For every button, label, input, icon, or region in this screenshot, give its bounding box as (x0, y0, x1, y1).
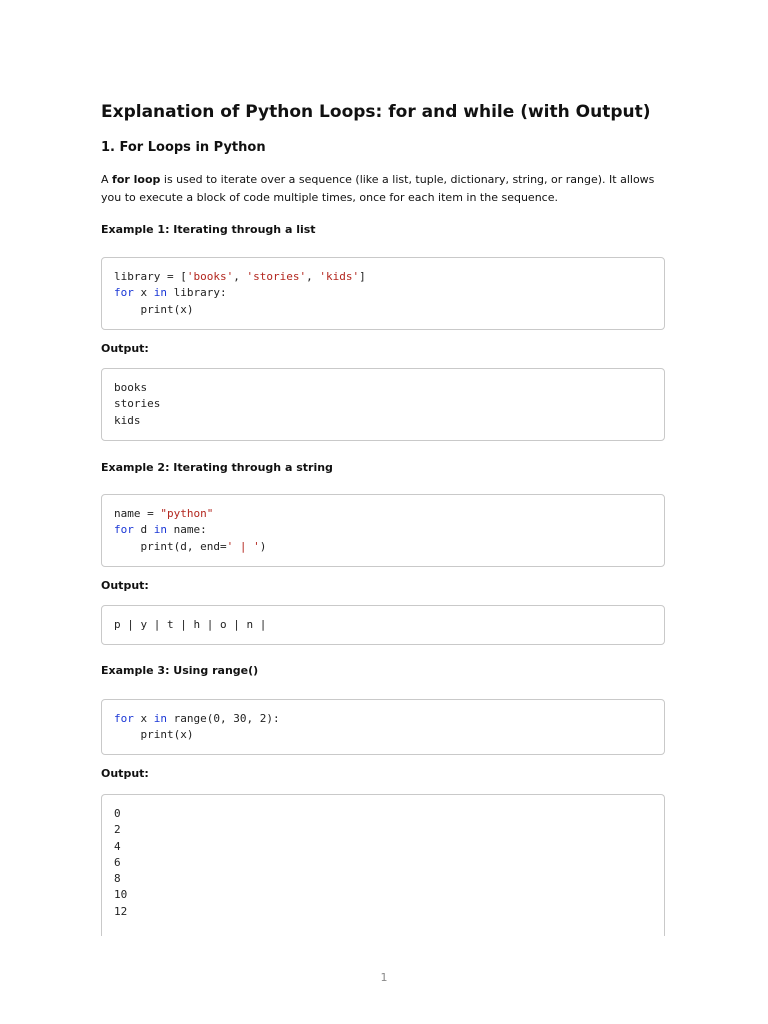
intro-rest: is used to iterate over a sequence (like a list, tuple, dictionary, string, or range). It allows you to execute a block of code multiple times, once for each item in the sequence. (101, 173, 655, 204)
code-line: for d in name: (114, 523, 207, 537)
code-line: print(x) (114, 728, 194, 742)
example-2-output-label: Output: (101, 579, 149, 592)
output-line: books (114, 381, 148, 394)
output-line: 10 (114, 888, 128, 902)
example-2-code-block (101, 494, 665, 567)
intro-bold-term: for loop (112, 173, 161, 186)
code-line: for x in library: (114, 286, 227, 300)
output-line: p | y | t | h | o | n | (114, 618, 267, 631)
code-line: library = ['books', 'stories', 'kids'] (114, 270, 366, 283)
intro-prefix: A (101, 173, 113, 186)
output-line: 8 (114, 872, 121, 886)
output-line: 4 (114, 839, 121, 853)
example-1-label: Example 1: Iterating through a list (101, 223, 316, 236)
example-2-label: Example 2: Iterating through a string (101, 461, 333, 474)
section-intro-paragraph (101, 171, 669, 207)
code-line: print(d, end=' | ') (114, 539, 267, 553)
example-1-output-block (101, 368, 665, 441)
section-heading-for-loops: 1. For Loops in Python (101, 140, 266, 155)
example-3-label: Example 3: Using range() (101, 664, 259, 677)
output-line: kids (114, 413, 141, 427)
code-line: print(x) (114, 302, 194, 316)
example-2-output-block (101, 605, 665, 645)
code-line: for x in range(0, 30, 2): (114, 712, 280, 725)
example-3-code-block (101, 699, 665, 755)
example-1-output-label: Output: (101, 342, 149, 355)
output-line: 12 (114, 904, 128, 918)
code-line: name = "python" (114, 507, 214, 520)
output-line: stories (114, 397, 161, 411)
output-line: 2 (114, 823, 121, 837)
example-3-output-block (101, 794, 665, 936)
example-3-output-label: Output: (101, 767, 149, 780)
page-number: 1 (380, 971, 388, 984)
example-1-code-block (101, 257, 665, 330)
page-title: Explanation of Python Loops: for and while (with Output) (101, 102, 651, 122)
output-line: 0 (114, 807, 121, 820)
output-line: 6 (114, 855, 121, 869)
